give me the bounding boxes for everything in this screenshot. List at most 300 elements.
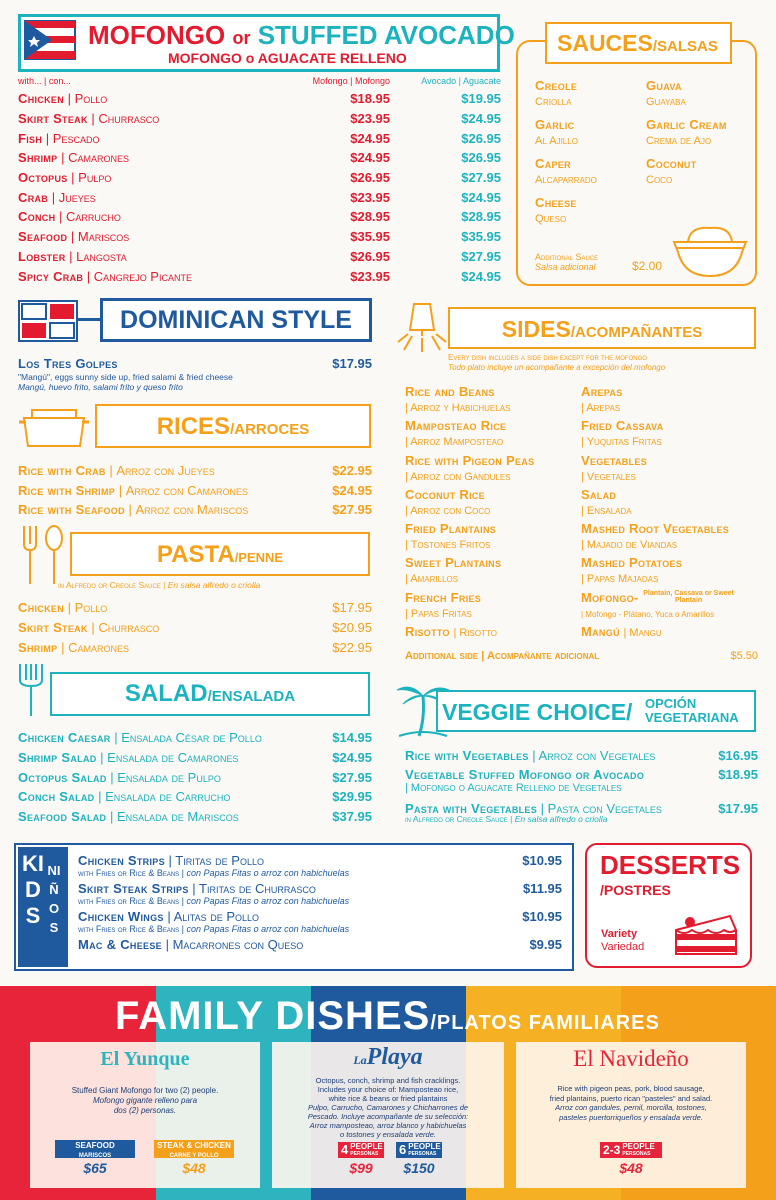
- sauce-es: Queso: [535, 213, 567, 225]
- salad-en: Conch Salad: [18, 789, 95, 805]
- rice-row: Rice with Crab | Arroz con Jueyes $22.95: [18, 463, 372, 479]
- side-es: | Vegetales: [581, 470, 636, 483]
- mofongo-subtitle: MOFONGO o AGUACATE RELLENO: [168, 50, 407, 66]
- salad-price: $14.95: [332, 730, 372, 746]
- dominican-item-name: Los Tres Golpes: [18, 356, 118, 371]
- side-item: [581, 624, 761, 641]
- rice-price: $22.95: [332, 463, 372, 479]
- side-item: [405, 624, 585, 641]
- mofongo-price: $28.95: [350, 209, 390, 225]
- sauce-en: Caper: [535, 156, 571, 171]
- veggie-note-es: En salsa alfredo o criolla: [514, 814, 608, 824]
- side-item: [405, 487, 585, 521]
- side-es: | Arepas: [581, 402, 621, 414]
- navideno-opt-price: $48: [619, 1160, 643, 1176]
- rice-es: Arroz con Mariscos: [135, 502, 249, 518]
- item-es: Cangrejo Picante: [93, 268, 192, 284]
- playa-desc3: white rice & beans or fried plantains: [328, 1094, 448, 1103]
- navideno-desc2: fried plantains, puerto rican "pasteles" and salad.: [549, 1093, 713, 1103]
- side-item: [405, 418, 585, 452]
- side-es: | Papas Fritas: [405, 607, 472, 620]
- veggie-row: [405, 767, 758, 782]
- pasta-en: Chicken: [18, 600, 64, 616]
- rice-en: Rice with Crab: [18, 463, 106, 479]
- dominican-flag-icon: [18, 300, 78, 342]
- salad-list: [18, 728, 372, 826]
- sauce-es: Guayaba: [646, 96, 686, 108]
- side-en: Coconut Rice: [405, 486, 485, 502]
- veggie-note: [405, 814, 758, 824]
- pasta-price: $20.95: [332, 620, 372, 636]
- mofongo-price: $23.95: [350, 189, 390, 205]
- side-item: [581, 521, 761, 555]
- pasta-row: Chicken | Pollo $17.95: [18, 600, 372, 616]
- veggie-price: $17.95: [718, 801, 758, 816]
- sauce-es: Coco: [646, 174, 673, 186]
- kids-row: [78, 881, 562, 896]
- veggie-title: VEGGIE CHOICE/: [442, 699, 633, 725]
- mofongo-price: $18.95: [350, 91, 390, 107]
- dominican-desc-en: "Mangú", eggs sunny side up, fried salami & fried cheese: [18, 372, 233, 382]
- rice-price: $24.95: [332, 482, 372, 498]
- veggie-es: | Pasta con Vegetales: [540, 801, 662, 816]
- dominican-desc: [18, 372, 233, 392]
- mofongo-row: Shrimp | Camarones $24.95 $26.95: [18, 150, 501, 166]
- item-es: Churrasco: [98, 111, 160, 127]
- playa-option-6: [396, 1142, 442, 1158]
- item-name: Seafood: [18, 229, 68, 245]
- desserts-item-es: Variedad: [601, 941, 645, 953]
- veggie-title-es2: VEGETARIANA: [645, 710, 739, 725]
- additional-sauce-en: Additional Sauce: [535, 252, 599, 262]
- mofongo-list: [18, 89, 501, 286]
- playa-title-b: Playa: [366, 1044, 423, 1070]
- salad-es: Ensalada de Mariscos: [116, 809, 239, 825]
- sauce-item: [535, 78, 577, 110]
- sauce-item: [535, 195, 577, 227]
- kids-sub-es: con Papas Fitas o arroz con habichuelas: [186, 896, 350, 906]
- veggie-en: Pasta with Vegetables: [405, 801, 538, 816]
- veggie-es: | Arroz con Vegetales: [532, 748, 656, 763]
- salad-es: Ensalada de Camarones: [107, 750, 239, 766]
- sides-note: [448, 353, 758, 372]
- kids-price: $11.95: [522, 881, 562, 896]
- yunque-opt2-price: $48: [182, 1160, 206, 1176]
- avocado-price: $19.95: [461, 91, 501, 107]
- salad-fork-icon: [16, 662, 46, 718]
- mofongo-price: $23.95: [350, 268, 390, 284]
- mofongo-price: $26.95: [350, 248, 390, 264]
- kids-price: $10.95: [522, 909, 562, 924]
- mofongo-price: $24.95: [350, 130, 390, 146]
- sauce-item: [646, 156, 697, 188]
- sauce-item: [646, 117, 727, 149]
- playa-title-a: La: [353, 1053, 367, 1067]
- mofongo-column-headers: [18, 76, 501, 86]
- side-en: Mangú: [581, 624, 620, 640]
- side-en: Rice and Beans: [405, 384, 495, 399]
- salad-row: Chicken Caesar | Ensalada César de Pollo $14.95: [18, 730, 372, 746]
- salad-es: Ensalada César de Pollo: [121, 730, 262, 746]
- mofongo-title-b: STUFFED AVOCADO: [257, 20, 515, 50]
- additional-side: [405, 650, 758, 662]
- mofongo-price: $35.95: [350, 229, 390, 245]
- pasta-title: [74, 541, 366, 569]
- veggie-title-es: [645, 697, 739, 725]
- sides-note-es: Todo plato incluye un acompañante a excepción del mofongo: [448, 362, 666, 372]
- yunque-desc-es2: dos (2) personas.: [113, 1106, 177, 1115]
- desserts-item: [601, 928, 644, 954]
- rices-title-es: /ARROCES: [230, 421, 310, 438]
- item-es: Pulpo: [78, 170, 112, 186]
- playa-title: [272, 1044, 504, 1071]
- pasta-es: Camarones: [68, 639, 129, 655]
- kids-row: [78, 909, 562, 924]
- playa-opt2-num: 6: [399, 1142, 407, 1157]
- yunque-opt1-price: $65: [83, 1160, 107, 1176]
- pasta-title-es: /PENNE: [234, 550, 284, 565]
- side-es: | Risotto: [453, 627, 497, 640]
- veggie-en: Rice with Vegetables: [405, 748, 529, 763]
- dominican-item-price: $17.95: [332, 356, 372, 371]
- rice-es: Arroz con Jueyes: [116, 463, 215, 479]
- item-name: Fish: [18, 130, 43, 146]
- playa-opt1-num: 4: [341, 1142, 349, 1157]
- playa-opt2-es: PERSONAS: [408, 1151, 437, 1157]
- salad-row: Shrimp Salad | Ensalada de Camarones $24.95: [18, 750, 372, 766]
- rice-en: Rice with Shrimp: [18, 482, 116, 498]
- side-es: | Amarillos: [405, 573, 459, 586]
- avocado-price: $24.95: [461, 189, 501, 205]
- kids-sub: [78, 868, 562, 878]
- navideno-opt-es: PERSONAS: [622, 1151, 651, 1157]
- veggie-en: Vegetable Stuffed Mofongo or Avocado: [405, 767, 645, 782]
- rices-list: [18, 461, 372, 520]
- avocado-price: $24.95: [461, 268, 501, 284]
- avocado-price: $27.95: [461, 170, 501, 186]
- item-name: Lobster: [18, 248, 66, 264]
- avocado-price: $28.95: [461, 209, 501, 225]
- rices-title-en: RICES: [156, 413, 231, 440]
- sauce-en: Creole: [535, 78, 578, 93]
- item-es: Langosta: [76, 248, 127, 264]
- side-es: | Majado de Viandas: [581, 539, 678, 552]
- yunque-opt2-es: CARNE Y POLLO: [169, 1153, 219, 1159]
- avocado-price: $35.95: [461, 229, 501, 245]
- kids-en: Mac & Cheese: [78, 937, 162, 952]
- kids-sub-en: with Fries or Rice & Beans |: [78, 924, 185, 934]
- yunque-opt2-label: STEAK & CHICKEN: [157, 1141, 231, 1150]
- pasta-note-es: En salsa alfredo o criolla: [167, 580, 261, 590]
- rice-en: Rice with Seafood: [18, 502, 125, 518]
- pot-icon: [18, 406, 90, 450]
- sauce-es: Criolla: [535, 96, 572, 108]
- cake-slice-icon: [670, 910, 742, 960]
- playa-desc7: o tostones y ensalada verde.: [340, 1130, 436, 1139]
- item-es: Pollo: [74, 91, 108, 107]
- navideno-desc4: pasteles puertorriqueños y ensalada verde.: [559, 1112, 703, 1122]
- item-name: Skirt Steak: [18, 111, 88, 127]
- side-en: Salad: [581, 486, 617, 502]
- side-item: [581, 590, 761, 624]
- sauce-en: Guava: [646, 78, 682, 93]
- pasta-en: Shrimp: [18, 639, 58, 655]
- mofongo-row: Fish | Pescado $24.95 $26.95: [18, 130, 501, 146]
- playa-opt1-es: PERSONAS: [350, 1151, 379, 1157]
- desserts-title: DESSERTS: [600, 850, 741, 880]
- kids-label: [18, 847, 68, 967]
- side-item: [405, 384, 585, 418]
- playa-desc2: Includes your choice of: Mamposteao rice,: [317, 1085, 459, 1094]
- playa-desc4: Pulpo, Carrucho, Camarones y Chicharrones de: [307, 1103, 469, 1112]
- dominican-title: DOMINICAN STYLE: [120, 306, 352, 334]
- sides-title-en: SIDES: [501, 316, 571, 342]
- sides-note-en: Every dish includes a side dish except for the mofongo: [448, 353, 647, 362]
- playa-desc1: Octopus, conch, shrimp and fish cracklings.: [315, 1076, 461, 1085]
- item-es: Camarones: [68, 150, 129, 166]
- side-es: | Arroz Mamposteao: [405, 436, 504, 449]
- mofongo-title: [88, 20, 515, 51]
- salad-es: Ensalada de Carrucho: [105, 789, 231, 805]
- kids-price: $10.95: [522, 853, 562, 868]
- sauce-en: Cheese: [535, 195, 577, 210]
- yunque-title: El Yunque: [100, 1048, 190, 1070]
- sauce-es: Alcaparrado: [535, 174, 597, 186]
- yunque-desc: [30, 1086, 260, 1116]
- item-es: Pescado: [52, 130, 100, 146]
- sides-title: [452, 316, 752, 343]
- additional-sauce: [535, 252, 598, 272]
- veggie-price: $18.95: [718, 767, 758, 782]
- dominican-item: [18, 356, 372, 371]
- side-item: [405, 555, 585, 589]
- veggie-price: $16.95: [718, 748, 758, 763]
- pasta-en: Skirt Steak: [18, 620, 88, 636]
- pasta-row: Skirt Steak | Churrasco $20.95: [18, 620, 372, 636]
- salad-en: Chicken Caesar: [18, 730, 111, 746]
- navideno-title: El Navideño: [573, 1046, 689, 1071]
- yunque-opt1-label: SEAFOOD: [75, 1141, 115, 1150]
- mofongo-price: $23.95: [350, 111, 390, 127]
- salad-en: Shrimp Salad: [18, 750, 97, 766]
- kids-en: Skirt Steak Strips: [78, 881, 189, 896]
- navideno-desc1: Rice with pigeon peas, pork, blood sausage,: [557, 1084, 705, 1093]
- kids-sub: [78, 896, 562, 906]
- item-name: Chicken: [18, 91, 64, 107]
- col-avocado: Avocado | Aguacate: [421, 76, 501, 86]
- veggie-list: [405, 748, 758, 824]
- kids-price: $9.95: [529, 937, 562, 952]
- navideno-opt-num: 2-3: [603, 1143, 621, 1157]
- kids-sub-es: con Papas Fitas o arroz con habichuelas: [186, 924, 350, 934]
- side-en: Vegetables: [581, 452, 648, 468]
- kids-es: | Tiritas de Churrasco: [192, 881, 316, 896]
- sauces-title: [545, 22, 732, 64]
- navideno-option: [600, 1142, 662, 1158]
- mofongo-row: Lobster | Langosta $26.95 $27.95: [18, 248, 501, 264]
- side-en: Mashed Root Vegetables: [581, 521, 730, 537]
- side-en: Arepas: [581, 384, 623, 399]
- pasta-title-en: PASTA: [156, 541, 235, 568]
- yunque-opt1-es: MARISCOS: [78, 1153, 112, 1159]
- veggie-note-en: in Alfredo or Creole Sauce |: [405, 814, 513, 824]
- item-es: Mariscos: [77, 229, 130, 245]
- pasta-es: Pollo: [74, 600, 108, 616]
- side-item: [405, 521, 585, 555]
- kids-es: | Macarrones con Queso: [165, 937, 304, 952]
- col-mofongo: Mofongo | Mofongo: [312, 76, 390, 86]
- side-item: [581, 555, 761, 589]
- kids-es: | Tiritas de Pollo: [168, 853, 264, 868]
- avocado-price: $24.95: [461, 111, 501, 127]
- kids-sub-es: con Papas Fitas o arroz con habichuelas: [186, 868, 350, 878]
- playa-opt2-label: PEOPLE: [408, 1142, 441, 1151]
- mofongo-title-or: or: [232, 28, 251, 48]
- rice-price: $27.95: [332, 502, 372, 518]
- kids-row: [78, 853, 562, 868]
- desserts-item-en: Variety: [601, 928, 638, 940]
- kids-row: [78, 937, 562, 952]
- salad-row: Octopus Salad | Ensalada de Pulpo $27.95: [18, 769, 372, 785]
- side-item: [581, 453, 761, 487]
- side-es: | Mangu: [623, 627, 662, 640]
- family-title-en: FAMILY DISHES: [115, 994, 431, 1038]
- salad-price: $29.95: [332, 789, 372, 805]
- puerto-rico-flag-icon: [24, 20, 76, 60]
- veggie-row: [405, 748, 758, 767]
- playa-desc6: Arroz mamposteao, arroz blanco y habichuelas: [309, 1121, 467, 1130]
- yunque-desc-es1: Mofongo gigante relleno para: [92, 1096, 198, 1105]
- item-es: Carrucho: [66, 209, 121, 225]
- veggie-row: [405, 801, 758, 814]
- divider: [78, 318, 100, 321]
- fork-spoon-icon: [18, 524, 68, 586]
- kids-sub-en: with Fries or Rice & Beans |: [78, 896, 185, 906]
- salad-title: [55, 680, 365, 708]
- item-name: Spicy Crab: [18, 268, 84, 284]
- side-en: Rice with Pigeon Peas: [405, 452, 535, 468]
- kids-en: Chicken Strips: [78, 853, 165, 868]
- mofongo-row: Crab | Jueyes $23.95 $24.95: [18, 189, 501, 205]
- sides-left-list: [405, 384, 585, 641]
- side-es: | Ensalada: [581, 504, 632, 517]
- navideno-desc3: Arroz con gandules, pernil, morcilla, tostones,: [555, 1103, 707, 1112]
- kids-es: | Alitas de Pollo: [167, 909, 260, 924]
- side-en: Sweet Plantains: [405, 555, 502, 571]
- item-name: Octopus: [18, 170, 68, 186]
- desserts-title-es: /POSTRES: [600, 882, 671, 898]
- salad-row: Seafood Salad | Ensalada de Mariscos $37.95: [18, 809, 372, 825]
- kids-en: Chicken Wings: [78, 909, 164, 924]
- side-en: Risotto: [405, 624, 450, 640]
- playa-desc: [274, 1076, 502, 1139]
- side-es: | Arroz con Coco: [405, 504, 491, 517]
- kids-list: [78, 853, 562, 952]
- veggie-title-es1: OPCIÓN: [645, 696, 697, 711]
- mofongo-price: $24.95: [350, 150, 390, 166]
- sauce-bowl-icon: [670, 220, 750, 280]
- salad-price: $37.95: [332, 809, 372, 825]
- pasta-note: [58, 580, 260, 590]
- side-en: Fried Cassava: [581, 418, 664, 434]
- mofongo-row: Seafood | Mariscos $35.95 $35.95: [18, 229, 501, 245]
- mofongo-row: Conch | Carrucho $28.95 $28.95: [18, 209, 501, 225]
- additional-side-price: $5.50: [730, 650, 758, 662]
- sauce-en: Coconut: [646, 156, 697, 171]
- avocado-price: $26.95: [461, 130, 501, 146]
- item-name: Conch: [18, 209, 56, 225]
- salad-en: Seafood Salad: [18, 809, 107, 825]
- salad-row: Conch Salad | Ensalada de Carrucho $29.95: [18, 789, 372, 805]
- playa-opt2-price: $150: [403, 1160, 435, 1176]
- col-with: with... | con...: [18, 76, 71, 86]
- side-en: French Fries: [405, 589, 482, 605]
- sauce-es: Crema de Ajo: [646, 135, 712, 147]
- sides-title-es: /ACOMPAÑANTES: [570, 324, 703, 341]
- side-item: [405, 590, 585, 624]
- sauce-es: Al Ajillo: [535, 135, 578, 147]
- navideno-desc: [518, 1084, 744, 1122]
- item-name: Shrimp: [18, 150, 58, 166]
- side-item: [581, 418, 761, 452]
- mofongo-row: Chicken | Pollo $18.95 $19.95: [18, 91, 501, 107]
- side-mofongo-options: Plantain, Cassava or Sweet Plantain: [643, 589, 734, 604]
- pasta-price: $22.95: [332, 639, 372, 655]
- dominican-desc-es: Mangú, huevo frito, salami frito y queso frito: [18, 382, 183, 392]
- pasta-es: Churrasco: [98, 620, 160, 636]
- kids-sub-en: with Fries or Rice & Beans |: [78, 868, 185, 878]
- kids-sub: [78, 924, 562, 934]
- sauce-item: [535, 117, 578, 149]
- salad-title-es: /ENSALADA: [207, 688, 296, 705]
- side-item: [581, 384, 761, 418]
- sauces-title-es: /SALSAS: [652, 38, 718, 55]
- yunque-option-seafood: [55, 1140, 135, 1158]
- yunque-desc-en: Stuffed Giant Mofongo for two (2) people.: [71, 1086, 219, 1095]
- kids-label-es: NIÑOS: [47, 863, 61, 935]
- navideno-opt-label: PEOPLE: [622, 1142, 655, 1151]
- rice-row: Rice with Seafood | Arroz con Mariscos $27.95: [18, 502, 372, 518]
- salad-en: Octopus Salad: [18, 769, 107, 785]
- rices-title: [98, 413, 368, 441]
- side-en: Mashed Potatoes: [581, 555, 683, 571]
- playa-desc5: Pescado. Incluye acompañante de su selección:: [307, 1112, 469, 1121]
- pasta-row: Shrimp | Camarones $22.95: [18, 639, 372, 655]
- additional-sauce-es: Salsa adicional: [535, 262, 596, 272]
- salad-title-en: SALAD: [124, 680, 208, 707]
- mofongo-row: Octopus | Pulpo $26.95 $27.95: [18, 170, 501, 186]
- playa-option-4: [338, 1142, 384, 1158]
- side-es: | Tostones Fritos: [405, 539, 491, 552]
- side-item: [405, 453, 585, 487]
- mofongo-row: Skirt Steak | Churrasco $23.95 $24.95: [18, 111, 501, 127]
- side-es: | Papas Majadas: [581, 573, 659, 586]
- yunque-option-steak: [154, 1140, 234, 1158]
- pasta-list: [18, 598, 372, 657]
- side-en: Mamposteao Rice: [405, 418, 507, 434]
- side-es: | Arroz con Gandules: [405, 470, 511, 483]
- salad-price: $27.95: [332, 769, 372, 785]
- side-es: | Mofongo - Plátano, Yuca o Amarillos: [581, 609, 715, 619]
- pasta-price: $17.95: [332, 600, 372, 616]
- rice-row: Rice with Shrimp | Arroz con Camarones $24.95: [18, 482, 372, 498]
- family-title: [115, 994, 660, 1039]
- item-es: Jueyes: [58, 189, 96, 205]
- additional-side-label: Additional side | Acompañante adicional: [405, 650, 600, 662]
- mofongo-title-a: MOFONGO: [88, 20, 226, 50]
- sauce-item: [646, 78, 686, 110]
- avocado-price: $27.95: [461, 248, 501, 264]
